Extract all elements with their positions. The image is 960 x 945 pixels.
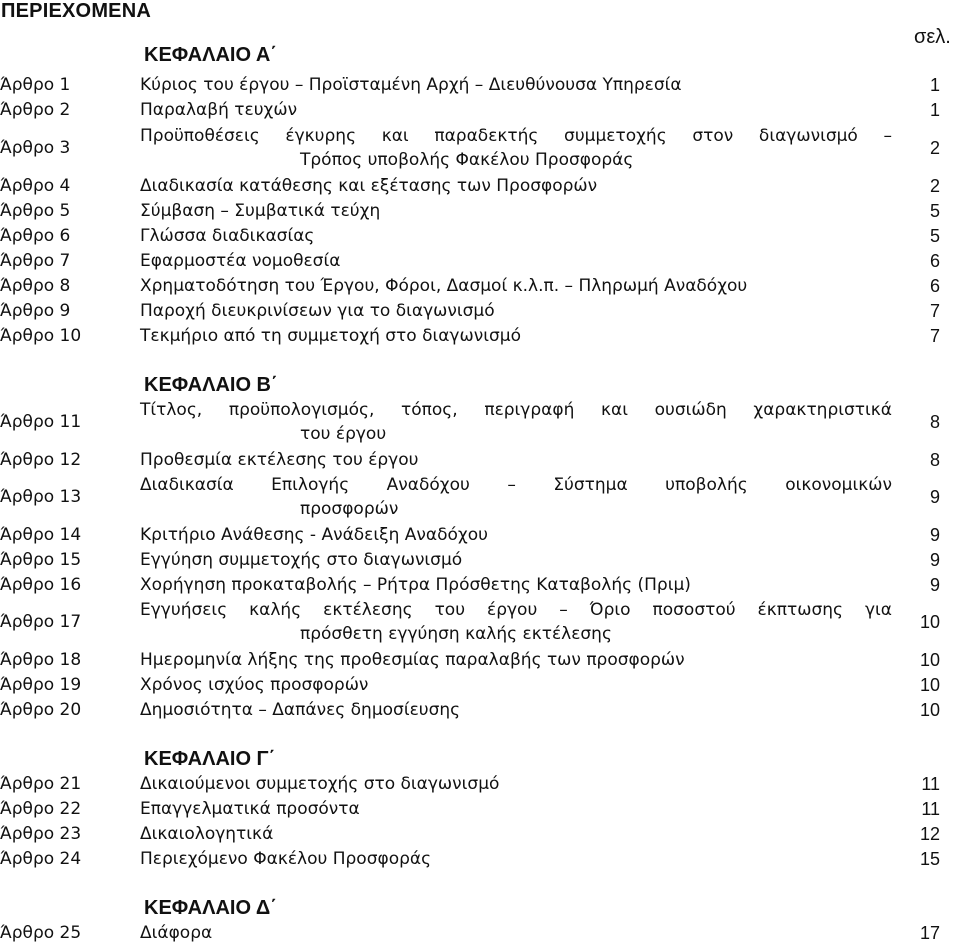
page-number: 7 — [929, 326, 940, 346]
article-title — [140, 698, 892, 722]
article-title — [140, 648, 892, 672]
article-title — [140, 174, 892, 198]
article-title-line: Περιεχόμενο Φακέλου Προσφοράς — [140, 849, 432, 869]
toc-row[interactable] — [0, 249, 960, 273]
toc-row[interactable] — [0, 523, 960, 547]
article-title-line: Δικαιούμενοι συμμετοχής στο διαγωνισμό — [140, 774, 500, 794]
page-number: 9 — [929, 525, 940, 545]
article-title — [140, 598, 892, 646]
article-title — [140, 398, 892, 446]
page-number: 10 — [919, 650, 940, 670]
page-number: 6 — [929, 251, 940, 271]
toc-row[interactable] — [0, 648, 960, 672]
article-label: Άρθρο 15 — [0, 550, 82, 570]
article-title-line: Διαδικασία κατάθεσης και εξέτασης των Προσφορών — [140, 176, 598, 196]
article-label: Άρθρο 7 — [0, 251, 71, 271]
article-title-line: Παραλαβή τευχών — [140, 100, 298, 120]
article-title-line: Διαδικασία Επιλογής Αναδόχου – Σύστημα υποβολής οικονομικών — [140, 475, 892, 495]
toc-row[interactable] — [0, 921, 960, 945]
article-label: Άρθρο 5 — [0, 201, 71, 221]
page-number: 2 — [929, 176, 940, 196]
article-label: Άρθρο 13 — [0, 487, 82, 507]
article-title-line: Προϋποθέσεις έγκυρης και παραδεκτής συμμετοχής στον διαγωνισμό – — [140, 126, 892, 146]
article-label: Άρθρο 12 — [0, 450, 82, 470]
toc-row[interactable] — [0, 797, 960, 821]
article-title-line: Χρόνος ισχύος προσφορών — [140, 675, 369, 695]
article-title — [140, 98, 892, 122]
article-label: Άρθρο 4 — [0, 176, 71, 196]
article-label: Άρθρο 20 — [0, 700, 82, 720]
article-label: Άρθρο 24 — [0, 849, 82, 869]
article-title — [140, 73, 892, 97]
article-title — [140, 921, 892, 945]
article-title-line: Γλώσσα διαδικασίας — [140, 226, 315, 246]
article-label: Άρθρο 23 — [0, 824, 82, 844]
article-title-line: Τρόπος υποβολής Φακέλου Προσφοράς — [300, 150, 634, 170]
toc-row[interactable] — [0, 772, 960, 796]
toc-row[interactable] — [0, 598, 960, 646]
toc-row[interactable] — [0, 274, 960, 298]
toc-row[interactable] — [0, 398, 960, 446]
article-label: Άρθρο 6 — [0, 226, 71, 246]
article-title-line: Προθεσμία εκτέλεσης του έργου — [140, 450, 419, 470]
toc-row[interactable] — [0, 548, 960, 572]
article-label: Άρθρο 18 — [0, 650, 82, 670]
chapter-heading: ΚΕΦΑΛΑΙΟ Α΄ — [144, 44, 277, 66]
article-title — [140, 124, 892, 172]
article-title-line: Χορήγηση προκαταβολής – Ρήτρα Πρόσθετης Καταβολής (Πριμ) — [140, 575, 691, 595]
article-title — [140, 673, 892, 697]
page-number: 7 — [929, 301, 940, 321]
page-number: 10 — [919, 700, 940, 720]
article-title-line: Κριτήριο Ανάθεσης - Ανάδειξη Αναδόχου — [140, 525, 488, 545]
page-title: ΠΕΡΙΕΧΟΜΕΝΑ — [1, 0, 152, 22]
page-number: 10 — [919, 675, 940, 695]
article-label: Άρθρο 16 — [0, 575, 82, 595]
page-number: 8 — [929, 450, 940, 470]
article-label: Άρθρο 1 — [0, 75, 71, 95]
page-number: 17 — [919, 923, 940, 943]
toc-row[interactable] — [0, 299, 960, 323]
article-label: Άρθρο 3 — [0, 138, 71, 158]
chapter-heading: ΚΕΦΑΛΑΙΟ Δ΄ — [144, 897, 277, 919]
article-label: Άρθρο 25 — [0, 923, 82, 943]
page-number: 8 — [929, 412, 940, 432]
article-label: Άρθρο 9 — [0, 301, 71, 321]
page-column-label: σελ. — [914, 26, 951, 48]
article-title-line: πρόσθετη εγγύηση καλής εκτέλεσης — [300, 624, 612, 644]
toc-row[interactable] — [0, 98, 960, 122]
article-title-line: Παροχή διευκρινίσεων για το διαγωνισμό — [140, 301, 495, 321]
article-label: Άρθρο 19 — [0, 675, 82, 695]
toc-row[interactable] — [0, 698, 960, 722]
toc-row[interactable] — [0, 473, 960, 521]
article-title — [140, 249, 892, 273]
article-title — [140, 573, 892, 597]
toc-row[interactable] — [0, 124, 960, 172]
toc-row[interactable] — [0, 324, 960, 348]
toc-row[interactable] — [0, 847, 960, 871]
article-title — [140, 822, 892, 846]
article-title-line: Σύμβαση – Συμβατικά τεύχη — [140, 201, 381, 221]
article-title — [140, 847, 892, 871]
article-title — [140, 448, 892, 472]
article-title-line: Εγγυήσεις καλής εκτέλεσης του έργου – Όριο ποσοστού έκπτωσης για — [140, 600, 892, 620]
article-title-line: Δημοσιότητα – Δαπάνες δημοσίευσης — [140, 700, 461, 720]
article-title — [140, 548, 892, 572]
page-number: 9 — [929, 487, 940, 507]
page-number: 1 — [929, 75, 940, 95]
article-title — [140, 797, 892, 821]
article-label: Άρθρο 22 — [0, 799, 82, 819]
chapter-heading: ΚΕΦΑΛΑΙΟ Γ΄ — [144, 748, 276, 770]
article-title-line: Χρηματοδότηση του Έργου, Φόροι, Δασμοί κ.λ.π. – Πληρωμή Αναδόχου — [140, 276, 748, 296]
toc-row[interactable] — [0, 822, 960, 846]
article-title-line: του έργου — [300, 424, 387, 444]
page-number: 5 — [929, 226, 940, 246]
article-title — [140, 772, 892, 796]
article-title — [140, 274, 892, 298]
toc-row[interactable] — [0, 174, 960, 198]
article-title — [140, 299, 892, 323]
toc-row[interactable] — [0, 199, 960, 223]
page-number: 5 — [929, 201, 940, 221]
article-title-line: Τεκμήριο από τη συμμετοχή στο διαγωνισμό — [140, 326, 521, 346]
article-title — [140, 199, 892, 223]
article-label: Άρθρο 2 — [0, 100, 71, 120]
article-title-line: Τίτλος, προϋπολογισμός, τόπος, περιγραφή και ουσιώδη χαρακτηριστικά — [140, 400, 892, 420]
article-title — [140, 224, 892, 248]
page-number: 1 — [929, 100, 940, 120]
article-label: Άρθρο 14 — [0, 525, 82, 545]
article-title-line: Κύριος του έργου – Προϊσταμένη Αρχή – Διευθύνουσα Υπηρεσία — [140, 75, 682, 95]
article-title — [140, 473, 892, 521]
article-title — [140, 523, 892, 547]
page-number: 11 — [921, 799, 940, 819]
article-label: Άρθρο 21 — [0, 774, 82, 794]
article-title-line: προσφορών — [300, 499, 399, 519]
chapter-heading: ΚΕΦΑΛΑΙΟ Β΄ — [144, 374, 278, 396]
page-number: 12 — [919, 824, 940, 844]
page-number: 15 — [919, 849, 940, 869]
article-label: Άρθρο 10 — [0, 326, 82, 346]
article-title-line: Ημερομηνία λήξης της προθεσμίας παραλαβής των προσφορών — [140, 650, 685, 670]
article-title-line: Διάφορα — [140, 923, 213, 943]
article-label: Άρθρο 17 — [0, 612, 82, 632]
toc-row[interactable] — [0, 448, 960, 472]
page-number: 9 — [929, 550, 940, 570]
toc-row[interactable] — [0, 573, 960, 597]
toc-row[interactable] — [0, 224, 960, 248]
toc-row[interactable] — [0, 673, 960, 697]
page-number: 6 — [929, 276, 940, 296]
page-number: 2 — [929, 138, 940, 158]
article-label: Άρθρο 8 — [0, 276, 71, 296]
article-label: Άρθρο 11 — [0, 412, 82, 432]
article-title-line: Εγγύηση συμμετοχής στο διαγωνισμό — [140, 550, 463, 570]
page-number: 9 — [929, 575, 940, 595]
article-title-line: Επαγγελματικά προσόντα — [140, 799, 360, 819]
article-title-line: Δικαιολογητικά — [140, 824, 274, 844]
page-number: 11 — [921, 774, 940, 794]
article-title-line: Εφαρμοστέα νομοθεσία — [140, 251, 341, 271]
page-number: 10 — [919, 612, 940, 632]
article-title — [140, 324, 892, 348]
toc-row[interactable] — [0, 73, 960, 97]
